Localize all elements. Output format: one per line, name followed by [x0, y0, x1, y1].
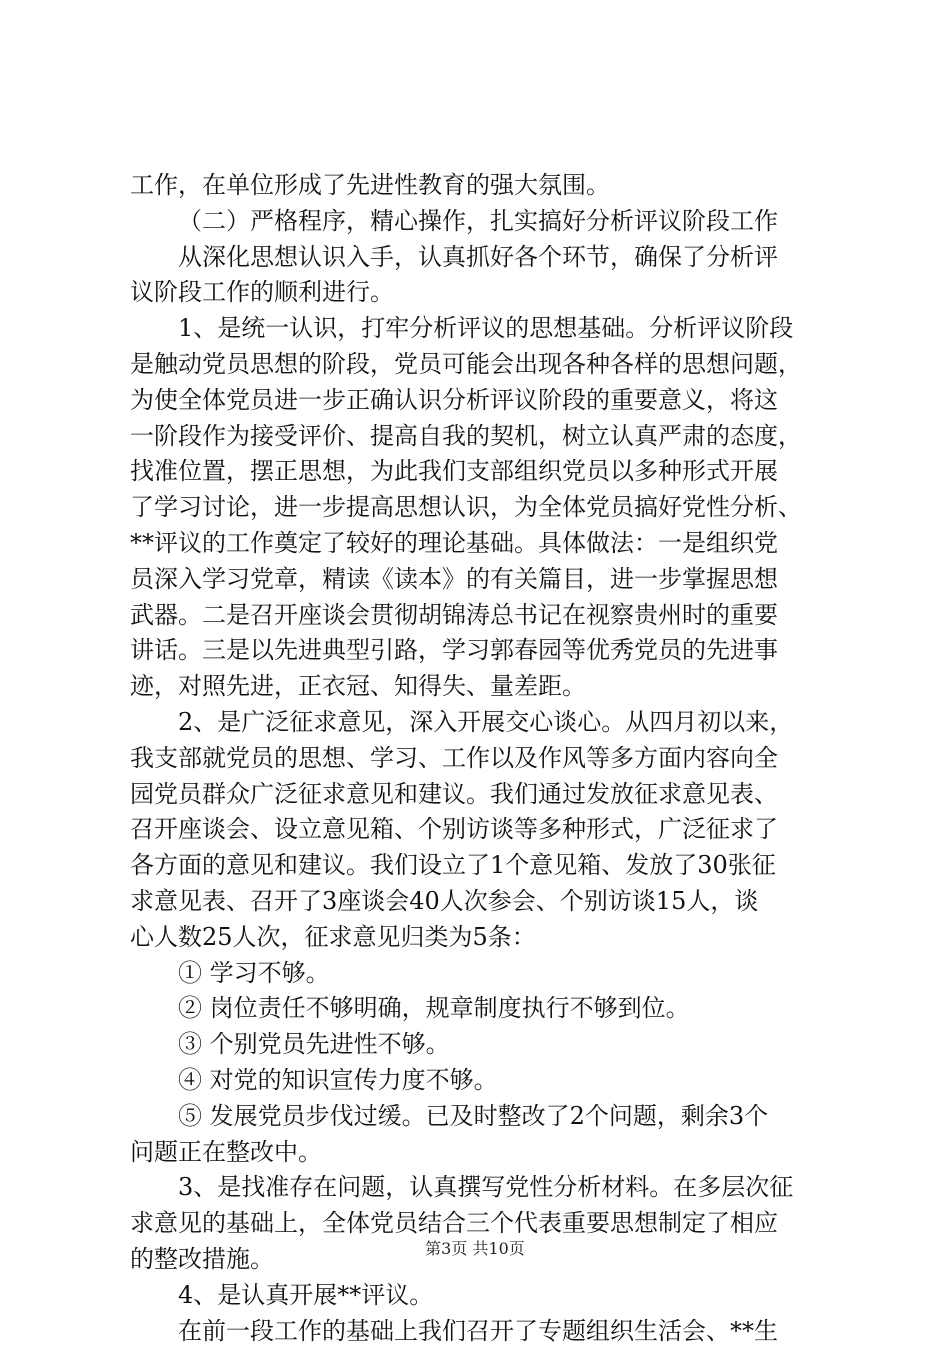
- body-line: 我支部就党员的思想、学习、工作以及作风等多方面内容向全: [130, 741, 830, 777]
- body-line: 迹，对照先进，正衣冠、知得失、量差距。: [130, 669, 830, 705]
- body-line: 员深入学习党章，精读《读本》的有关篇目，进一步掌握思想: [130, 562, 830, 598]
- document-body: [130, 168, 830, 1349]
- list-item: ④ 对党的知识宣传力度不够。: [130, 1063, 830, 1099]
- body-line: 从深化思想认识入手，认真抓好各个环节，确保了分析评: [130, 240, 830, 276]
- body-line: 讲话。三是以先进典型引路，学习郭春园等优秀党员的先进事: [130, 633, 830, 669]
- body-line: 3、是找准存在问题，认真撰写党性分析材料。在多层次征: [130, 1170, 830, 1206]
- body-line: 2、是广泛征求意见，深入开展交心谈心。从四月初以来，: [130, 705, 830, 741]
- body-line: 心人数25人次，征求意见归类为5条：: [130, 920, 830, 956]
- page-footer: [0, 1239, 950, 1259]
- body-line: **评议的工作奠定了较好的理论基础。具体做法：一是组织党: [130, 526, 830, 562]
- section-heading: （二）严格程序，精心操作，扎实搞好分析评议阶段工作: [130, 204, 830, 240]
- body-line: 园党员群众广泛征求意见和建议。我们通过发放征求意见表、: [130, 777, 830, 813]
- body-line: 4、是认真开展**评议。: [130, 1278, 830, 1314]
- body-line: 找准位置，摆正思想，为此我们支部组织党员以多种形式开展: [130, 454, 830, 490]
- list-item: ② 岗位责任不够明确，规章制度执行不够到位。: [130, 991, 830, 1027]
- page-number-label: 第3页 共10页: [425, 1239, 525, 1258]
- body-line: 求意见的基础上，全体党员结合三个代表重要思想制定了相应: [130, 1206, 830, 1242]
- body-line: 的整改措施。: [130, 1242, 830, 1278]
- body-line: 为使全体党员进一步正确认识分析评议阶段的重要意义，将这: [130, 383, 830, 419]
- body-line: 工作，在单位形成了先进性教育的强大氛围。: [130, 168, 830, 204]
- body-line: 召开座谈会、设立意见箱、个别访谈等多种形式，广泛征求了: [130, 812, 830, 848]
- body-line: 在前一段工作的基础上我们召开了专题组织生活会、**生: [130, 1314, 830, 1349]
- body-line: 1、是统一认识，打牢分析评议的思想基础。分析评议阶段: [130, 311, 830, 347]
- body-line: 了学习讨论，进一步提高思想认识，为全体党员搞好党性分析、: [130, 490, 830, 526]
- body-line: 是触动党员思想的阶段，党员可能会出现各种各样的思想问题，: [130, 347, 830, 383]
- body-line: 各方面的意见和建议。我们设立了1个意见箱、发放了30张征: [130, 848, 830, 884]
- body-line: 议阶段工作的顺利进行。: [130, 275, 830, 311]
- list-item: ③ 个别党员先进性不够。: [130, 1027, 830, 1063]
- body-line: 一阶段作为接受评价、提高自我的契机，树立认真严肃的态度，: [130, 419, 830, 455]
- list-item: ① 学习不够。: [130, 956, 830, 992]
- body-line: 问题正在整改中。: [130, 1135, 830, 1171]
- body-line: 求意见表、召开了3座谈会40人次参会、个别访谈15人，谈: [130, 884, 830, 920]
- body-line: 武器。二是召开座谈会贯彻胡锦涛总书记在视察贵州时的重要: [130, 598, 830, 634]
- list-item: ⑤ 发展党员步伐过缓。已及时整改了2个问题，剩余3个: [130, 1099, 830, 1135]
